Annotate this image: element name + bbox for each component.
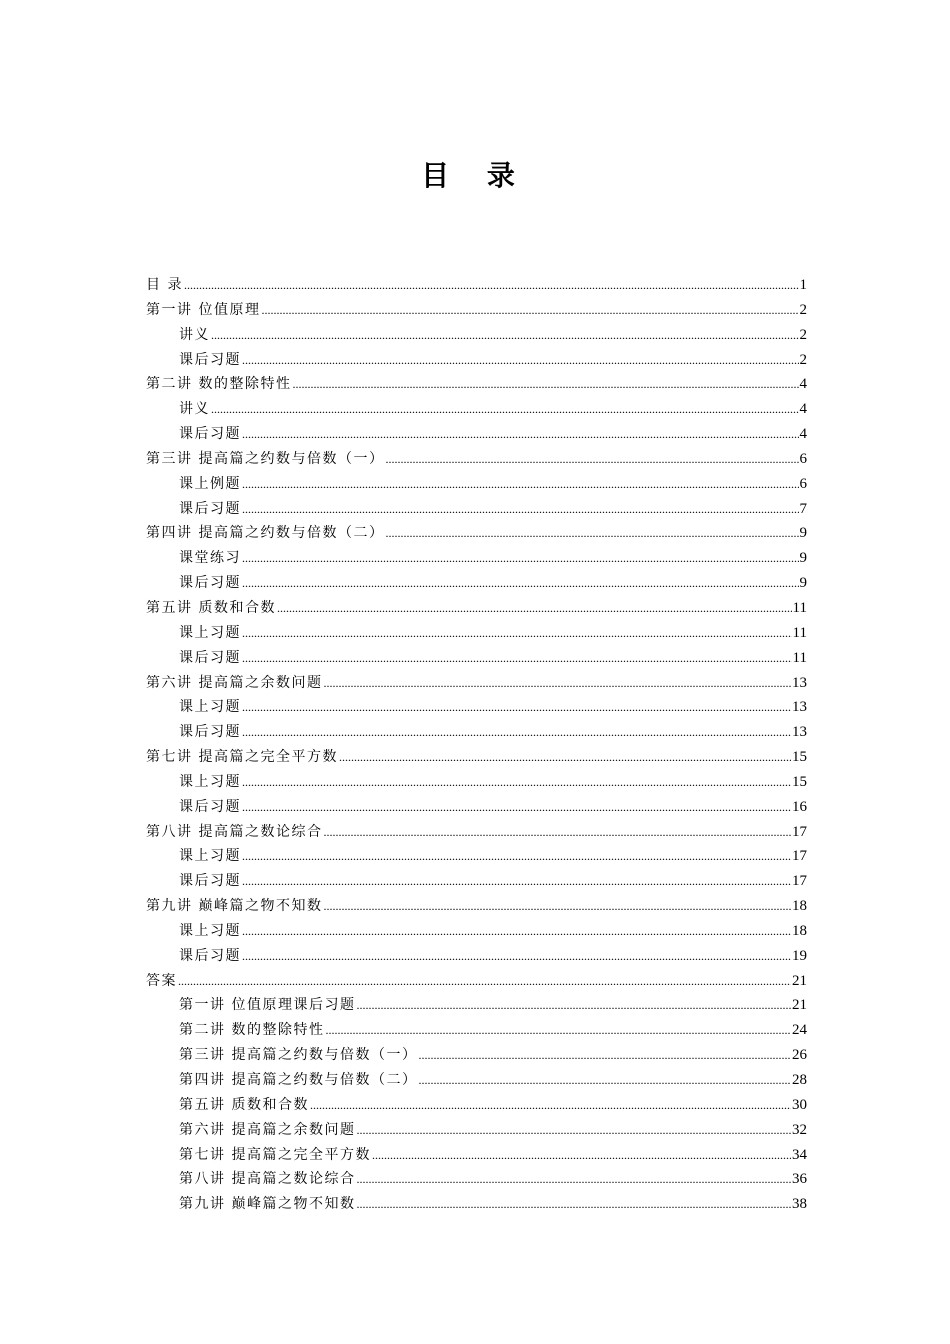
- toc-entry[interactable]: [146, 323, 807, 348]
- toc-entry-label: 答案: [146, 972, 177, 989]
- toc-entry[interactable]: [146, 671, 807, 696]
- toc-entry-label: 第二讲 数的整除特性: [146, 376, 292, 393]
- toc-entry-label: 第六讲 提高篇之余数问题: [146, 674, 323, 691]
- toc-leader-dots: [184, 273, 799, 298]
- toc-entry-label: 第八讲 提高篇之数论综合: [179, 1171, 356, 1188]
- toc-entry-page-number: 32: [792, 1121, 807, 1138]
- toc-entry[interactable]: [146, 820, 807, 845]
- toc-entry-label: 第二讲 数的整除特性: [179, 1022, 325, 1039]
- toc-leader-dots: [339, 745, 791, 770]
- toc-leader-dots: [242, 472, 799, 497]
- toc-entry-page-number: 7: [799, 500, 807, 517]
- toc-leader-dots: [242, 621, 792, 646]
- toc-leader-dots: [242, 869, 791, 894]
- toc-entry[interactable]: [146, 447, 807, 472]
- toc-entry-label: 第五讲 质数和合数: [146, 599, 276, 616]
- toc-entry[interactable]: [146, 1018, 807, 1043]
- toc-entry-page-number: 13: [792, 674, 807, 691]
- toc-leader-dots: [418, 1043, 791, 1068]
- toc-entry-page-number: 4: [799, 426, 807, 443]
- toc-entry-label: 课上例题: [179, 475, 241, 492]
- toc-entry[interactable]: [146, 969, 807, 994]
- toc-entry-page-number: 26: [792, 1047, 807, 1064]
- toc-entry-page-number: 4: [799, 401, 807, 418]
- toc-leader-dots: [325, 1018, 791, 1043]
- toc-entry-label: 课后习题: [179, 947, 241, 964]
- toc-entry[interactable]: [146, 472, 807, 497]
- table-of-contents: [146, 273, 807, 1217]
- toc-leader-dots: [242, 546, 799, 571]
- toc-leader-dots: [242, 770, 791, 795]
- toc-entry[interactable]: [146, 546, 807, 571]
- toc-entry-page-number: 24: [792, 1022, 807, 1039]
- toc-leader-dots: [418, 1068, 791, 1093]
- toc-entry-label: 课后习题: [179, 500, 241, 517]
- toc-entry[interactable]: [146, 1093, 807, 1118]
- toc-entry-page-number: 21: [792, 972, 807, 989]
- toc-entry-label: 课后习题: [179, 575, 241, 592]
- toc-entry-page-number: 36: [792, 1171, 807, 1188]
- toc-entry-page-number: 2: [799, 351, 807, 368]
- toc-entry-page-number: 13: [792, 699, 807, 716]
- toc-entry[interactable]: [146, 348, 807, 373]
- toc-entry-page-number: 2: [799, 326, 807, 343]
- toc-entry-page-number: 13: [792, 724, 807, 741]
- toc-entry-label: 第六讲 提高篇之余数问题: [179, 1121, 356, 1138]
- toc-leader-dots: [178, 969, 791, 994]
- toc-entry[interactable]: [146, 521, 807, 546]
- toc-entry-label: 课上习题: [179, 624, 241, 641]
- toc-entry-label: 讲义: [179, 326, 210, 343]
- toc-entry-label: 课堂练习: [179, 550, 241, 567]
- toc-entry-label: 课后习题: [179, 798, 241, 815]
- toc-entry[interactable]: [146, 1143, 807, 1168]
- toc-leader-dots: [242, 844, 791, 869]
- toc-entry-page-number: 2: [799, 301, 807, 318]
- toc-entry-page-number: 38: [792, 1196, 807, 1213]
- toc-entry[interactable]: [146, 894, 807, 919]
- toc-leader-dots: [242, 795, 791, 820]
- toc-entry[interactable]: [146, 571, 807, 596]
- toc-leader-dots: [242, 720, 791, 745]
- toc-leader-dots: [292, 372, 798, 397]
- toc-entry[interactable]: [146, 993, 807, 1018]
- toc-leader-dots: [385, 521, 798, 546]
- toc-entry[interactable]: [146, 745, 807, 770]
- toc-entry-label: 第一讲 位值原理: [146, 301, 261, 318]
- toc-leader-dots: [356, 993, 791, 1018]
- toc-leader-dots: [323, 820, 791, 845]
- toc-entry[interactable]: [146, 770, 807, 795]
- toc-entry-page-number: 4: [799, 376, 807, 393]
- toc-entry-label: 第三讲 提高篇之约数与倍数（一）: [179, 1047, 418, 1064]
- toc-entry[interactable]: [146, 298, 807, 323]
- toc-entry[interactable]: [146, 422, 807, 447]
- toc-entry-label: 第一讲 位值原理课后习题: [179, 997, 356, 1014]
- toc-leader-dots: [323, 671, 791, 696]
- toc-entry[interactable]: [146, 795, 807, 820]
- toc-entry[interactable]: [146, 944, 807, 969]
- toc-entry[interactable]: [146, 844, 807, 869]
- page-title: 目 录: [421, 159, 529, 192]
- toc-entry-page-number: 11: [792, 624, 807, 641]
- toc-entry-label: 第九讲 巅峰篇之物不知数: [179, 1196, 356, 1213]
- toc-entry-page-number: 19: [792, 947, 807, 964]
- toc-entry-page-number: 9: [799, 550, 807, 567]
- toc-entry-label: 课上习题: [179, 922, 241, 939]
- toc-entry[interactable]: [146, 621, 807, 646]
- toc-entry-label: 第三讲 提高篇之约数与倍数（一）: [146, 450, 385, 467]
- toc-entry-page-number: 6: [799, 475, 807, 492]
- toc-entry-label: 课上习题: [179, 699, 241, 716]
- toc-leader-dots: [211, 323, 799, 348]
- toc-entry-label: 第七讲 提高篇之完全平方数: [146, 749, 338, 766]
- toc-entry-label: 第四讲 提高篇之约数与倍数（二）: [146, 525, 385, 542]
- toc-entry-label: 第七讲 提高篇之完全平方数: [179, 1146, 371, 1163]
- toc-leader-dots: [356, 1192, 791, 1217]
- toc-entry-label: 课后习题: [179, 724, 241, 741]
- toc-entry-page-number: 21: [792, 997, 807, 1014]
- toc-entry-label: 课后习题: [179, 873, 241, 890]
- toc-entry-label: 课后习题: [179, 649, 241, 666]
- toc-entry-page-number: 11: [792, 599, 807, 616]
- toc-entry-page-number: 1: [799, 277, 807, 293]
- toc-leader-dots: [242, 695, 791, 720]
- toc-entry[interactable]: [146, 695, 807, 720]
- toc-entry[interactable]: [146, 596, 807, 621]
- toc-entry-page-number: 9: [799, 525, 807, 542]
- toc-entry-page-number: 18: [792, 922, 807, 939]
- toc-leader-dots: [242, 348, 799, 373]
- toc-entry-label: 第八讲 提高篇之数论综合: [146, 823, 323, 840]
- toc-leader-dots: [385, 447, 798, 472]
- toc-entry-page-number: 16: [792, 798, 807, 815]
- toc-entry-label: 课后习题: [179, 351, 241, 368]
- toc-entry-label: 第九讲 巅峰篇之物不知数: [146, 898, 323, 915]
- toc-leader-dots: [242, 944, 791, 969]
- toc-leader-dots: [211, 397, 799, 422]
- toc-entry-label: 课上习题: [179, 848, 241, 865]
- toc-leader-dots: [242, 497, 799, 522]
- toc-entry[interactable]: [146, 1192, 807, 1217]
- toc-entry-page-number: 17: [792, 848, 807, 865]
- toc-entry[interactable]: [146, 397, 807, 422]
- toc-leader-dots: [356, 1167, 791, 1192]
- toc-leader-dots: [356, 1118, 791, 1143]
- toc-entry-label: 讲义: [179, 401, 210, 418]
- toc-entry[interactable]: [146, 497, 807, 522]
- toc-entry-page-number: 18: [792, 898, 807, 915]
- toc-entry[interactable]: [146, 1068, 807, 1093]
- toc-entry[interactable]: [146, 372, 807, 397]
- toc-entry-page-number: 15: [792, 773, 807, 790]
- toc-entry[interactable]: [146, 1043, 807, 1068]
- toc-entry-page-number: 15: [792, 749, 807, 766]
- toc-entry[interactable]: [146, 720, 807, 745]
- toc-entry[interactable]: [146, 869, 807, 894]
- toc-entry-page-number: 11: [792, 649, 807, 666]
- toc-entry-page-number: 6: [799, 450, 807, 467]
- toc-entry-page-number: 34: [792, 1146, 807, 1163]
- toc-leader-dots: [261, 298, 798, 323]
- toc-entry[interactable]: [146, 1118, 807, 1143]
- toc-entry-page-number: 30: [792, 1096, 807, 1113]
- toc-leader-dots: [323, 894, 791, 919]
- toc-entry-page-number: 9: [799, 575, 807, 592]
- toc-entry-page-number: 17: [792, 873, 807, 890]
- toc-leader-dots: [242, 646, 792, 671]
- toc-entry[interactable]: [146, 919, 807, 944]
- toc-leader-dots: [277, 596, 792, 621]
- toc-leader-dots: [310, 1093, 791, 1118]
- toc-entry-label: 课上习题: [179, 773, 241, 790]
- toc-entry-label: 课后习题: [179, 426, 241, 443]
- toc-entry[interactable]: [146, 1167, 807, 1192]
- toc-entry-page-number: 28: [792, 1072, 807, 1088]
- toc-entry-label: 第五讲 质数和合数: [179, 1096, 309, 1113]
- toc-entry-label: 第四讲 提高篇之约数与倍数（二）: [179, 1072, 418, 1088]
- toc-leader-dots: [372, 1143, 791, 1168]
- toc-entry[interactable]: [146, 646, 807, 671]
- toc-entry-label: 目 录: [146, 277, 183, 293]
- toc-entry-page-number: 17: [792, 823, 807, 840]
- toc-leader-dots: [242, 571, 799, 596]
- toc-leader-dots: [242, 422, 799, 447]
- toc-entry[interactable]: [146, 273, 807, 298]
- toc-leader-dots: [242, 919, 791, 944]
